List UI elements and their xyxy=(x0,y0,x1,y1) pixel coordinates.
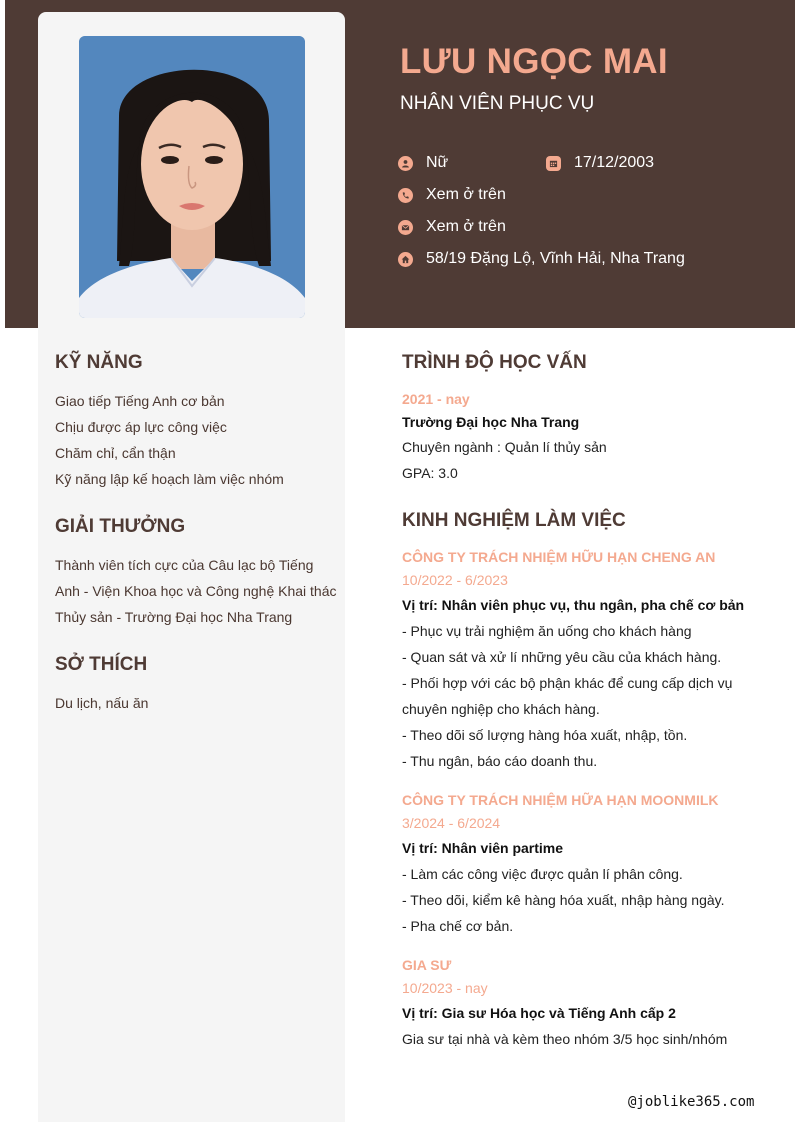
job-period: 10/2023 - nay xyxy=(402,980,488,996)
duty-line: - Thu ngân, báo cáo doanh thu. xyxy=(402,753,598,769)
hobbies-title: SỞ THÍCH xyxy=(55,654,148,675)
job-duties xyxy=(402,861,742,939)
skill-item: Chăm chỉ, cẩn thận xyxy=(55,445,176,461)
company-name: GIA SƯ xyxy=(402,957,452,973)
duty-line: - Pha chế cơ bản. xyxy=(402,918,514,934)
awards-title: GIẢI THƯỞNG xyxy=(55,516,186,537)
job-duties xyxy=(402,618,742,774)
job-period: 3/2024 - 6/2024 xyxy=(402,815,501,831)
job-title: NHÂN VIÊN PHỤC VỤ xyxy=(400,93,595,114)
duty-line: - Phục vụ trải nghiệm ăn uống cho khách hàng xyxy=(402,623,692,639)
job-position: Vị trí: Gia sư Hóa học và Tiếng Anh cấp 2 xyxy=(402,1005,676,1021)
job-position: Vị trí: Nhân viên partime xyxy=(402,840,564,856)
home-icon xyxy=(398,252,413,267)
skill-item: Kỹ năng lập kế hoạch làm việc nhóm xyxy=(55,471,284,487)
education-title: TRÌNH ĐỘ HỌC VẤN xyxy=(402,352,587,373)
calendar-icon xyxy=(546,156,561,171)
mail-icon xyxy=(398,220,413,235)
duty-line: - Làm các công việc được quản lí phân công. xyxy=(402,866,683,882)
gender-value: Nữ xyxy=(426,154,449,171)
duty-line: Gia sư tại nhà và kèm theo nhóm 3/5 học sinh/nhóm xyxy=(402,1031,728,1047)
email-value: Xem ở trên xyxy=(426,218,506,235)
address-value: 58/19 Đặng Lộ, Vĩnh Hải, Nha Trang xyxy=(426,250,685,267)
user-icon xyxy=(398,156,413,171)
duty-line: - Theo dõi, kiểm kê hàng hóa xuất, nhập hàng ngày. xyxy=(402,892,725,908)
job-duties xyxy=(402,1026,742,1052)
phone-value: Xem ở trên xyxy=(426,186,506,203)
full-name: LƯU NGỌC MAI xyxy=(400,42,668,81)
skill-item: Chịu được áp lực công việc xyxy=(55,419,227,435)
company-name: CÔNG TY TRÁCH NHIỆM HỮU HẠN CHENG AN xyxy=(402,549,716,565)
watermark: @joblike365.com xyxy=(628,1094,755,1110)
award-line: Anh - Viện Khoa học và Công nghệ Khai thác xyxy=(55,583,337,599)
duty-line: chuyên nghiệp cho khách hàng. xyxy=(402,701,600,717)
birthdate-value: 17/12/2003 xyxy=(574,154,655,171)
experience-title: KINH NGHIỆM LÀM VIỆC xyxy=(402,510,626,531)
phone-icon xyxy=(398,188,413,203)
major: Chuyên ngành : Quản lí thủy sản xyxy=(402,439,607,455)
birthdate-row xyxy=(546,154,654,172)
skill-item: Giao tiếp Tiếng Anh cơ bản xyxy=(55,393,225,409)
education-period: 2021 - nay xyxy=(402,391,470,407)
profile-photo xyxy=(79,36,305,318)
email-row xyxy=(398,218,506,236)
skills-title: KỸ NĂNG xyxy=(55,352,143,373)
job-position: Vị trí: Nhân viên phục vụ, thu ngân, pha chế cơ bản xyxy=(402,597,745,613)
award-line: Thành viên tích cực của Câu lạc bộ Tiếng xyxy=(55,557,314,573)
job-period: 10/2022 - 6/2023 xyxy=(402,572,508,588)
duty-line: - Theo dõi số lượng hàng hóa xuất, nhập, tồn. xyxy=(402,727,688,743)
gpa: GPA: 3.0 xyxy=(402,465,458,481)
school-name: Trường Đại học Nha Trang xyxy=(402,414,580,430)
hobbies-text: Du lịch, nấu ăn xyxy=(55,695,149,711)
address-row xyxy=(398,250,685,268)
duty-line: - Phối hợp với các bộ phận khác để cung cấp dịch vụ xyxy=(402,675,733,691)
award-line: Thủy sản - Trường Đại học Nha Trang xyxy=(55,609,293,625)
company-name: CÔNG TY TRÁCH NHIỆM HỮA HẠN MOONMILK xyxy=(402,792,719,808)
phone-row xyxy=(398,186,506,204)
duty-line: - Quan sát và xử lí những yêu cầu của khách hàng. xyxy=(402,649,722,665)
gender-row xyxy=(398,154,448,172)
